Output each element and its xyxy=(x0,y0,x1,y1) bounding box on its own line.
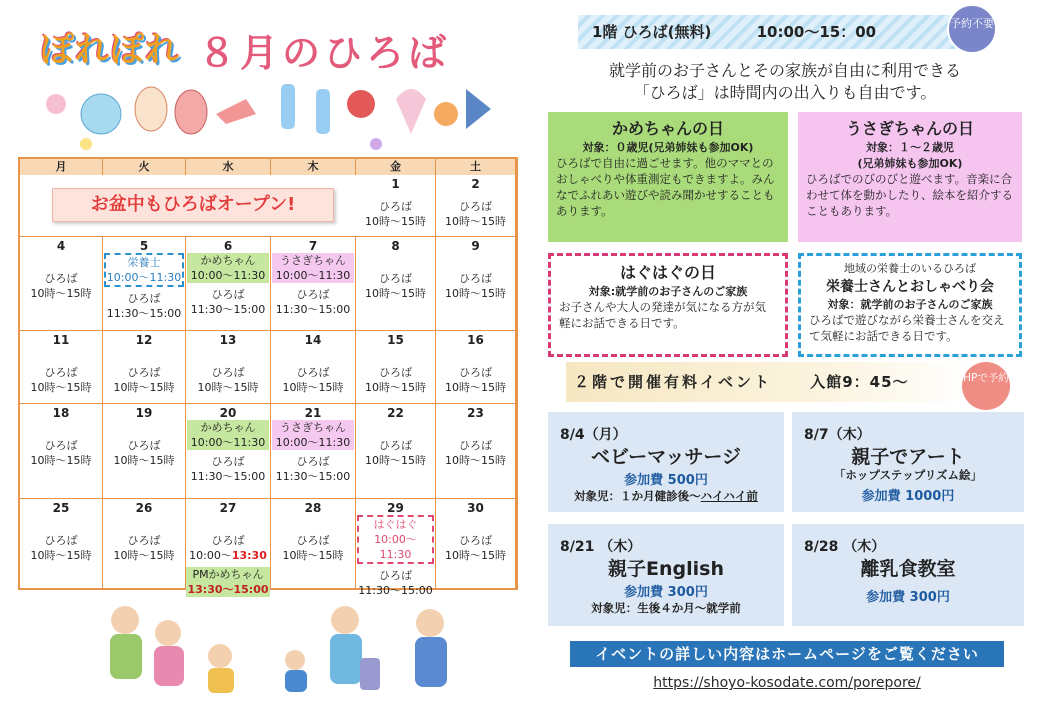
calendar-day xyxy=(186,499,271,596)
hiroba-hours-text: ひろば xyxy=(296,534,330,547)
intro-line-2: 「ひろば」は時間内の出入りも自由です。 xyxy=(633,83,937,102)
hiroba-hours-text: ひろば xyxy=(127,292,161,305)
day-number: 29 xyxy=(387,501,404,515)
hiroba-hours-text: 10時～15時 xyxy=(445,287,506,300)
kame-desc: ひろばで自由に過ごせます。他のママとのおしゃべりや体重測定もできますよ。みんなでふれあい遊びや読み聞かせすることもあります。 xyxy=(556,156,775,218)
day-number: 9 xyxy=(471,239,480,253)
hiroba-floor-label: 1階 ひろば(無料) xyxy=(592,23,712,41)
calendar-day xyxy=(356,237,436,331)
day-number: 15 xyxy=(387,333,404,347)
day-event xyxy=(187,253,269,283)
card-kame xyxy=(548,112,788,242)
weekday-header: 木 xyxy=(271,159,356,175)
usagi-target2: (兄弟姉妹も参加OK) xyxy=(857,157,963,170)
event-name: うさぎちゃん xyxy=(280,421,346,434)
calendar-day xyxy=(436,175,516,237)
day-number: 4 xyxy=(56,239,66,253)
hiroba-hours-text: ひろば xyxy=(44,272,78,285)
calendar-day xyxy=(356,175,436,237)
day-number: 1 xyxy=(391,177,400,191)
hiroba-hours-text: 10時～15時 xyxy=(445,215,506,228)
day-number: 13 xyxy=(219,333,237,347)
event-target-text: 対象児：１か月健診後～ xyxy=(574,489,701,503)
calendar-day xyxy=(356,331,436,404)
day-number: 5 xyxy=(139,239,149,253)
hiroba-hours-text: 10時～15時 xyxy=(282,381,344,394)
day-number: 22 xyxy=(387,406,404,420)
weekday-header: 金 xyxy=(356,159,436,175)
obon-open-banner: お盆中もひろばオープン! xyxy=(52,188,334,222)
day-number: 20 xyxy=(219,406,237,420)
hiroba-hours-text: ひろば xyxy=(379,200,412,213)
eiyo-target: 対象：就学前のお子さんのご家族 xyxy=(827,298,993,311)
pm-event xyxy=(186,567,270,597)
hiroba-hours-text: 10時～15時 xyxy=(365,454,426,467)
hiroba-hours-text: 11:30～15:00 xyxy=(275,470,351,483)
hiroba-hours-text: 10時～15時 xyxy=(445,549,506,562)
hiroba-hours-text: ひろば xyxy=(296,288,330,301)
calendar-day xyxy=(271,237,356,331)
hiroba-hours-text: 11:30～15:00 xyxy=(190,470,266,483)
homepage-link[interactable]: https://shoyo-kosodate.com/porepore/ xyxy=(653,675,921,691)
usagi-title: うさぎちゃんの日 xyxy=(845,119,974,138)
hiroba-hours-text: ひろば xyxy=(211,288,245,301)
hiroba-hours-text: 11:30～15:00 xyxy=(190,303,266,316)
event-name: 親子English xyxy=(608,558,724,580)
card-usagi xyxy=(798,112,1022,242)
hiroba-hours-text: 10時～15時 xyxy=(365,215,426,228)
hiroba-hours-text: ひろば xyxy=(379,366,412,379)
event-name: はぐはぐ xyxy=(373,518,418,531)
calendar-day xyxy=(356,404,436,499)
event-name: 離乳食教室 xyxy=(860,558,956,580)
day-number: 28 xyxy=(304,501,322,515)
hiroba-hours: 10:00～15：00 xyxy=(756,23,877,41)
event-card xyxy=(792,412,1024,512)
calendar-day xyxy=(20,404,103,499)
event-target-text: 対象児：生後４か月～就学前 xyxy=(591,601,741,615)
hiroba-hours-text: ひろば xyxy=(44,366,78,379)
day-number: 26 xyxy=(135,501,153,515)
hiroba-hours-text: 10時～15時 xyxy=(197,381,259,394)
event-time: 10:00～11:30 xyxy=(190,436,266,449)
eiyo-pre: 地域の栄養士のいるひろば xyxy=(844,262,976,275)
day-number: 30 xyxy=(467,501,484,515)
event-name: かめちゃん xyxy=(200,254,256,267)
day-number: 27 xyxy=(219,501,237,515)
day-number: 12 xyxy=(135,333,153,347)
hiroba-hours-text: ひろば xyxy=(459,200,492,213)
hagu-desc: お子さんや大人の発達が気になる方が気軽にお話できる日です。 xyxy=(559,300,766,330)
card-hagu xyxy=(548,253,788,357)
floor2-bar xyxy=(566,362,976,402)
hiroba-hours-text: 11:30～15:00 xyxy=(106,307,182,320)
hiroba-hours-text: ひろば xyxy=(459,272,492,285)
weekday-header: 月 xyxy=(20,159,103,175)
calendar-day xyxy=(271,331,356,404)
hiroba-hours-text: ひろば xyxy=(379,439,412,452)
event-time: 10:00～11:30 xyxy=(275,436,351,449)
calendar-day xyxy=(103,331,186,404)
hiroba-hours-text: ひろば xyxy=(296,366,330,379)
event-fee: 参加費 300円 xyxy=(866,590,950,605)
hiroba-hours-text: 10時～15時 xyxy=(30,287,92,300)
hiroba-hours-text: ひろば xyxy=(379,272,412,285)
event-subtitle: 「ホップステップリズム絵」 xyxy=(833,468,983,482)
floor2-admission: 入館9：45～ xyxy=(810,373,909,391)
day-number: 8 xyxy=(391,239,400,253)
event-time: 10:00～11:30 xyxy=(190,269,266,282)
day-number: 6 xyxy=(223,239,233,253)
calendar-day xyxy=(20,499,103,589)
event-time: 10:00～11:30 xyxy=(374,533,417,561)
event-time: 10:00～11:30 xyxy=(275,269,351,282)
kame-target: 対象：０歳児(兄弟姉妹も参加OK) xyxy=(582,141,754,154)
logo-porepore: ぽれぽれ xyxy=(40,30,180,70)
no-reservation-badge: 予約不要 xyxy=(947,4,997,54)
hiroba-hours-text: ひろば xyxy=(379,569,412,582)
day-event xyxy=(272,253,354,283)
hiroba-hours-text: 10時～15時 xyxy=(30,549,92,562)
day-event xyxy=(187,420,269,450)
hiroba-hours-text: ひろば xyxy=(296,455,330,468)
calendar-day xyxy=(186,404,271,499)
calendar-day xyxy=(271,499,356,589)
weekday-header: 土 xyxy=(436,159,516,175)
eiyo-title: 栄養士さんとおしゃべり会 xyxy=(826,279,994,295)
day-number: 2 xyxy=(471,177,480,191)
hiroba-hours-text: 10時～15時 xyxy=(30,454,92,467)
hagu-title: はぐはぐの日 xyxy=(619,263,716,282)
day-number: 11 xyxy=(52,333,70,347)
event-date: 8/4（月） xyxy=(560,427,627,443)
hiroba-hours-text: 10時～15時 xyxy=(113,381,175,394)
event-date: 8/7（木） xyxy=(804,427,871,443)
page-title: ８月のひろば xyxy=(198,31,451,75)
day-number: 23 xyxy=(467,406,484,420)
usagi-desc: ひろばでのびのびと遊べます。音楽に合わせて体を動かしたり、絵本を紹介することもあります。 xyxy=(806,172,1013,218)
event-card xyxy=(548,412,784,512)
hiroba-hours-text: 10時～15時 xyxy=(30,381,92,394)
calendar-day xyxy=(436,331,516,404)
hiroba-hours-text: ひろば xyxy=(127,439,161,452)
calendar-day xyxy=(20,331,103,404)
calendar-day xyxy=(436,499,516,589)
day-event xyxy=(272,420,354,450)
day-number: 14 xyxy=(304,333,322,347)
day-event xyxy=(104,253,184,287)
usagi-target: 対象：１～２歳児 xyxy=(866,141,954,154)
event-date: 8/21 （木） xyxy=(560,539,642,555)
pm-event-name: PMかめちゃん xyxy=(192,568,264,581)
hiroba-hours-text: ひろば xyxy=(127,366,161,379)
event-target-underlined: ハイハイ前 xyxy=(700,489,758,503)
hiroba-hours-text: 11:30～15:00 xyxy=(275,303,351,316)
calendar-day xyxy=(103,404,186,499)
hiroba-hours-text: ひろば xyxy=(44,534,78,547)
calendar-day xyxy=(436,404,516,499)
hiroba-hours-text: 10時～15時 xyxy=(445,454,506,467)
day-number: 19 xyxy=(135,406,153,420)
day-number: 21 xyxy=(304,406,322,420)
hiroba-hours-text: ひろば xyxy=(211,455,245,468)
calendar-day xyxy=(20,237,103,331)
event-target xyxy=(548,600,784,616)
weekday-header: 水 xyxy=(186,159,271,175)
event-card xyxy=(792,524,1024,626)
floor2-label: ２階で開催有料イベント xyxy=(574,373,773,391)
card-eiyo xyxy=(798,253,1022,357)
hiroba-hours-text: 11:30～15:00 xyxy=(358,584,433,597)
calendar-day xyxy=(186,331,271,404)
calendar-day xyxy=(436,237,516,331)
hiroba-hours-text: ひろば xyxy=(44,439,78,452)
hiroba-hours-text: 10時～15時 xyxy=(282,549,344,562)
day-number: 16 xyxy=(467,333,484,347)
hiroba-hours-bar xyxy=(578,15,958,49)
event-name: 親子でアート xyxy=(851,446,965,468)
pm-event-time: 13:30～15:00 xyxy=(187,583,269,596)
hiroba-hours-text: ひろば xyxy=(211,534,245,547)
event-time: 10:00～11:30 xyxy=(106,271,182,284)
hiroba-hours-text: ひろば xyxy=(459,534,492,547)
event-date: 8/28 （木） xyxy=(804,539,886,555)
hiroba-hours-text: ひろば xyxy=(459,366,492,379)
event-fee: 参加費 300円 xyxy=(624,585,708,600)
hiroba-hours-text: 10:00～13:30 xyxy=(189,549,267,562)
hagu-target: 対象:就学前のお子さんのご家族 xyxy=(588,285,748,298)
hiroba-hours-text: ひろば xyxy=(127,534,161,547)
hiroba-hours-text: 10時～15時 xyxy=(113,549,175,562)
eiyo-desc: ひろばで遊びながら栄養士さんを交えて気軽にお話できる日です。 xyxy=(809,313,1005,343)
calendar-day xyxy=(271,404,356,499)
calendar-day xyxy=(103,499,186,589)
hiroba-hours-text: 10時～15時 xyxy=(113,454,175,467)
hp-reservation-badge: HPで予約 xyxy=(962,362,1010,410)
hiroba-hours-text: 10時～15時 xyxy=(365,381,426,394)
hiroba-hours-text: ひろば xyxy=(211,366,245,379)
homepage-cta[interactable]: イベントの詳しい内容はホームページをご覧ください xyxy=(570,641,1004,667)
event-name: 栄養士 xyxy=(127,256,161,269)
day-number: 18 xyxy=(52,406,70,420)
event-target xyxy=(548,488,784,504)
calendar-day xyxy=(186,237,271,331)
kame-title: かめちゃんの日 xyxy=(611,119,724,138)
event-fee: 参加費 500円 xyxy=(624,473,708,488)
event-name: かめちゃん xyxy=(200,421,256,434)
calendar-day xyxy=(356,499,436,597)
calendar-day xyxy=(103,237,186,331)
hiroba-hours-text: ひろば xyxy=(459,439,492,452)
day-event xyxy=(357,515,434,564)
event-fee: 参加費 1000円 xyxy=(861,489,955,504)
family-illustration xyxy=(90,598,470,703)
summer-festival-illustration xyxy=(26,74,496,154)
event-name: うさぎちゃん xyxy=(280,254,346,267)
day-number: 7 xyxy=(308,239,318,253)
hiroba-hours-text: 10時～15時 xyxy=(365,287,426,300)
event-name: ベビーマッサージ xyxy=(590,446,742,468)
weekday-header: 火 xyxy=(103,159,186,175)
day-number: 25 xyxy=(52,501,70,515)
intro-line-1: 就学前のお子さんとその家族が自由に利用できる xyxy=(608,61,961,80)
event-card xyxy=(548,524,784,626)
hiroba-hours-text: 10時～15時 xyxy=(445,381,506,394)
